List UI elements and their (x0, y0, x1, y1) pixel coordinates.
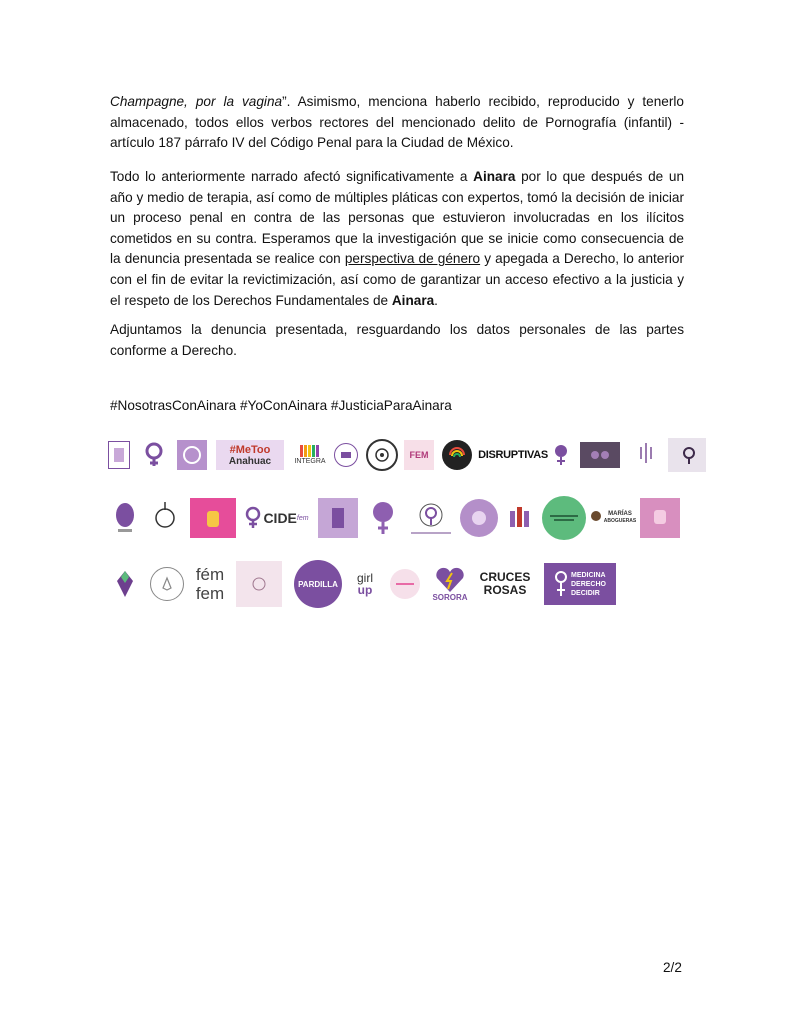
paragraph-3: Adjuntamos la denuncia presentada, resguardando los datos personales de las partes conforme a Derecho. (110, 322, 684, 358)
page-number: 2/2 (663, 960, 682, 975)
quote-italic: Champagne, por la vagina (110, 94, 283, 109)
underlined-phrase: perspectiva de género (344, 251, 481, 267)
cruces-rosas-logo: CRUCES ROSAS (479, 570, 531, 597)
venus-badge-logo (366, 498, 400, 538)
green-circle-logo (542, 496, 586, 540)
feminist-venus-logo (139, 440, 169, 470)
metoo-anahuac-logo: #MeToo Anahuac (216, 440, 284, 470)
fem-fem-logo: fém fem (195, 565, 225, 603)
dark-venus-logo (668, 438, 706, 472)
cide-fem-logo: CIDE fem (246, 503, 308, 533)
pink-round-logo (390, 569, 420, 599)
lavender-badge-logo (177, 440, 207, 470)
paragraph-2: Todo lo anteriormente narrado afectó significativamente a Ainara por lo que después de un año y medio de terapia, así como de múltiples pláticas con expertos, tomó la decisión de iniciar un proceso penal en contra de las personas que estuvieron involucradas en los ilícitos cometidos en su contra. Esperamos que la investigación que se inicie como consecuencia de la denuncia presentada se realice con perspectiva de género y apegada a Derecho, lo anterior con el fin de evitar la revictimización, así como de garantizar un acceso efectivo a la justicia y el respeto de los Derechos Fundamentales de Ainara. (110, 169, 685, 308)
hands-logo (630, 439, 662, 471)
name-bold: Ainara (391, 292, 435, 308)
fem-logo: FEM (404, 440, 434, 470)
collective-logo (108, 441, 130, 469)
marias-abogueras-logo: MARÍAS ABOGUERAS (592, 503, 634, 533)
medicina-derecho-decidir-logo: MEDICINA DERECHO DECIDIR (544, 563, 616, 605)
pink-card-logo (236, 561, 282, 607)
name-bold: Ainara (473, 169, 516, 184)
round-emblem-logo (460, 499, 498, 537)
pink-hand-logo (190, 498, 236, 538)
lavender-square-logo (318, 498, 358, 538)
logo-row-3 (108, 560, 616, 608)
rainbow-circle-logo (442, 440, 472, 470)
venus-small-logo (548, 440, 574, 470)
girl-up-logo: girl up (356, 571, 373, 597)
disruptivas-logo: DISRUPTIVAS (478, 449, 548, 461)
logo-row-1 (108, 438, 706, 472)
figures-logo (504, 498, 534, 538)
paragraph-1: Champagne, por la vagina”. Asimismo, menciona haberlo recibido, reproducido y tenerlo almacenado, todos ellos verbos rectores del mencionado delito de Pornografía (infantil) - artículo 187 párrafo IV del Código Penal para la Ciudad de México. (110, 94, 684, 151)
logo-row-2 (108, 496, 680, 540)
sorora-logo: SORORA (432, 562, 468, 606)
integra-logo: INTEGRA (292, 440, 328, 470)
pardilla-logo: PARDILLA (294, 560, 342, 608)
purple-figure-logo (108, 497, 142, 539)
circle-seal-logo (334, 443, 358, 467)
wreath-venus-logo (408, 498, 454, 538)
wreath-seal-logo (366, 439, 398, 471)
pink-fist-logo (640, 498, 680, 538)
unicorn-logo (148, 496, 182, 540)
photo-collective-logo (580, 442, 620, 468)
lotus-circle-logo (150, 567, 184, 601)
flower-logo (108, 564, 142, 604)
hashtags: #NosotrasConAinara #YoConAinara #JusticiaParaAinara (110, 398, 452, 413)
